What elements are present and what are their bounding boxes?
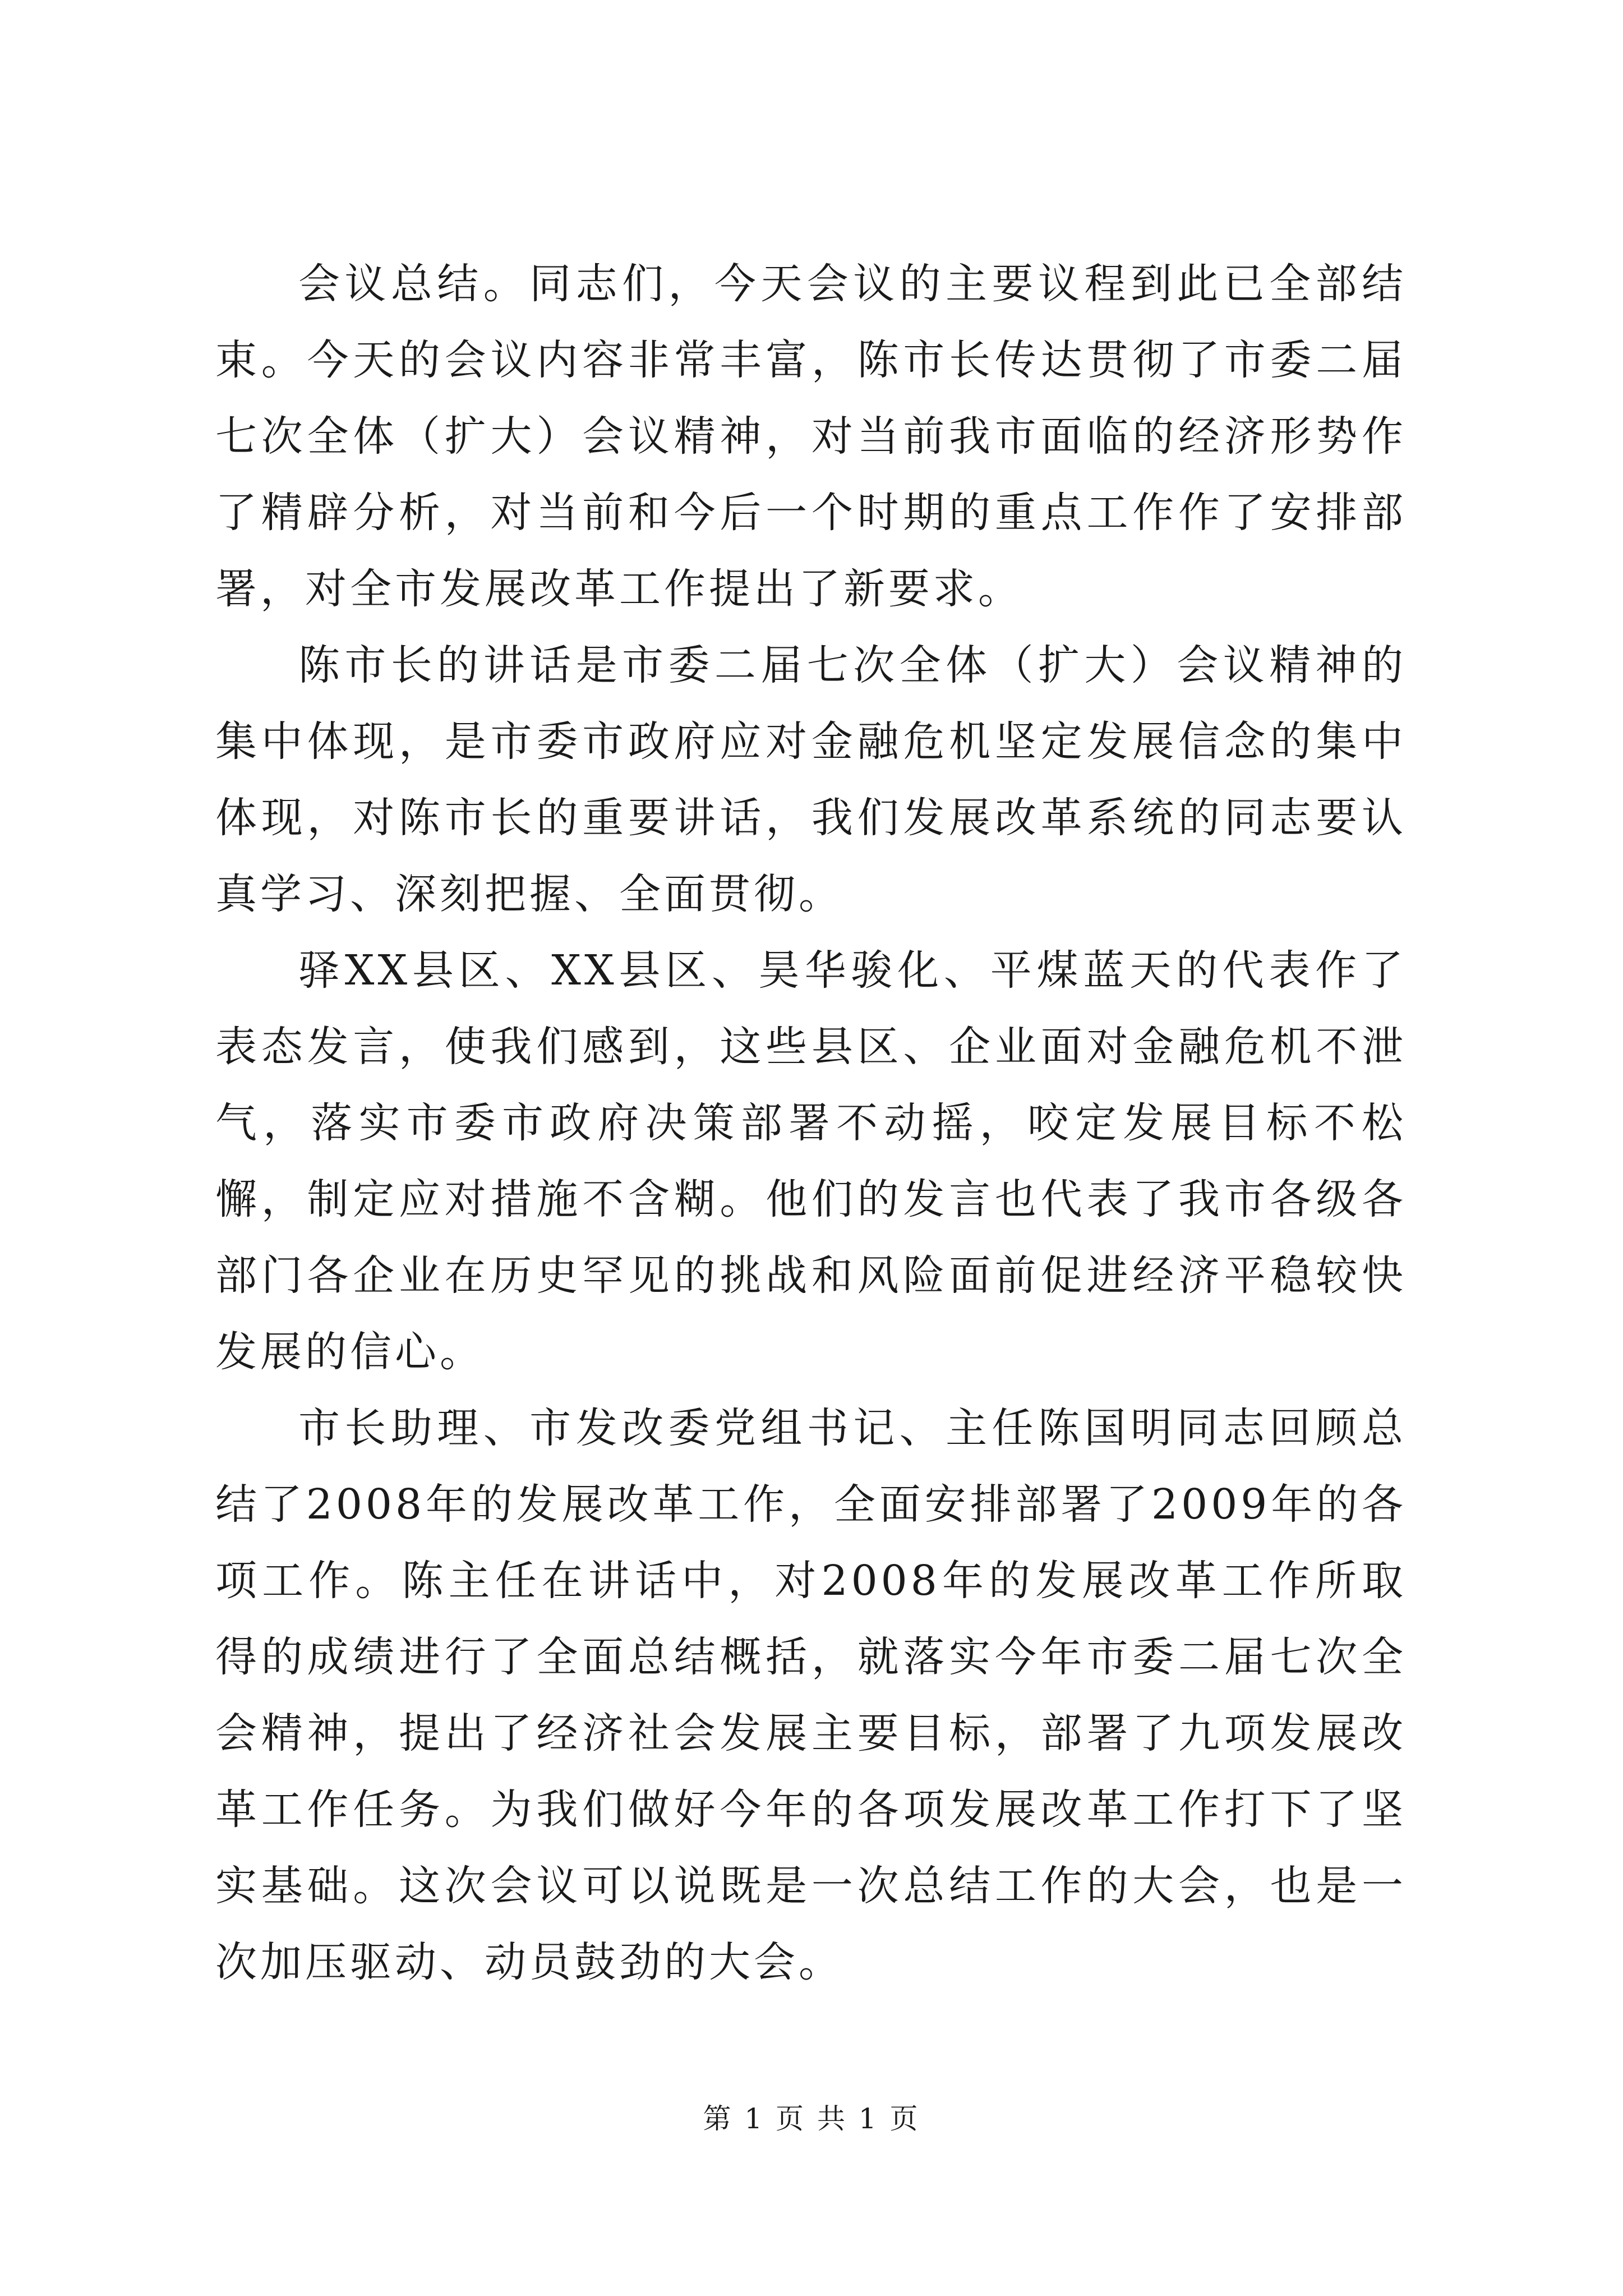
paragraph: 陈市长的讲话是市委二届七次全体（扩大）会议精神的集中体现，是市委市政府应对金融危机坚定发展信念的集中体现，对陈市长的重要讲话，我们发展改革系统的同志要认真学习、深刻把握、全面贯彻。	[215, 641, 1407, 918]
paragraph: 市长助理、市发改委党组书记、主任陈国明同志回顾总结了2008年的发展改革工作，全面安排部署了2009年的各项工作。陈主任在讲话中，对2008年的发展改革工作所取得的成绩进行了全面总结概括，就落实今年市委二届七次全会精神，提出了经济社会发展主要目标，部署了九项发展改革工作任务。为我们做好今年的各项发展改革工作打下了坚实基础。这次会议可以说既是一次总结工作的大会，也是一次加压驱动、动员鼓劲的大会。	[215, 1404, 1407, 1986]
paragraph: 会议总结。同志们，今天会议的主要议程到此已全部结束。今天的会议内容非常丰富，陈市长传达贯彻了市委二届七次全体（扩大）会议精神，对当前我市面临的经济形势作了精辟分析，对当前和今后一个时期的重点工作作了安排部署，对全市发展改革工作提出了新要求。	[215, 260, 1407, 613]
page-footer: 第 1 页 共 1 页	[703, 2102, 920, 2135]
document-body	[215, 246, 1407, 2000]
paragraph: 驿XX县区、XX县区、昊华骏化、平煤蓝天的代表作了表态发言，使我们感到，这些县区、企业面对金融危机不泄气，落实市委市政府决策部署不动摇，咬定发展目标不松懈，制定应对措施不含糊。他们的发言也代表了我市各级各部门各企业在历史罕见的挑战和风险面前促进经济平稳较快发展的信心。	[215, 946, 1407, 1376]
